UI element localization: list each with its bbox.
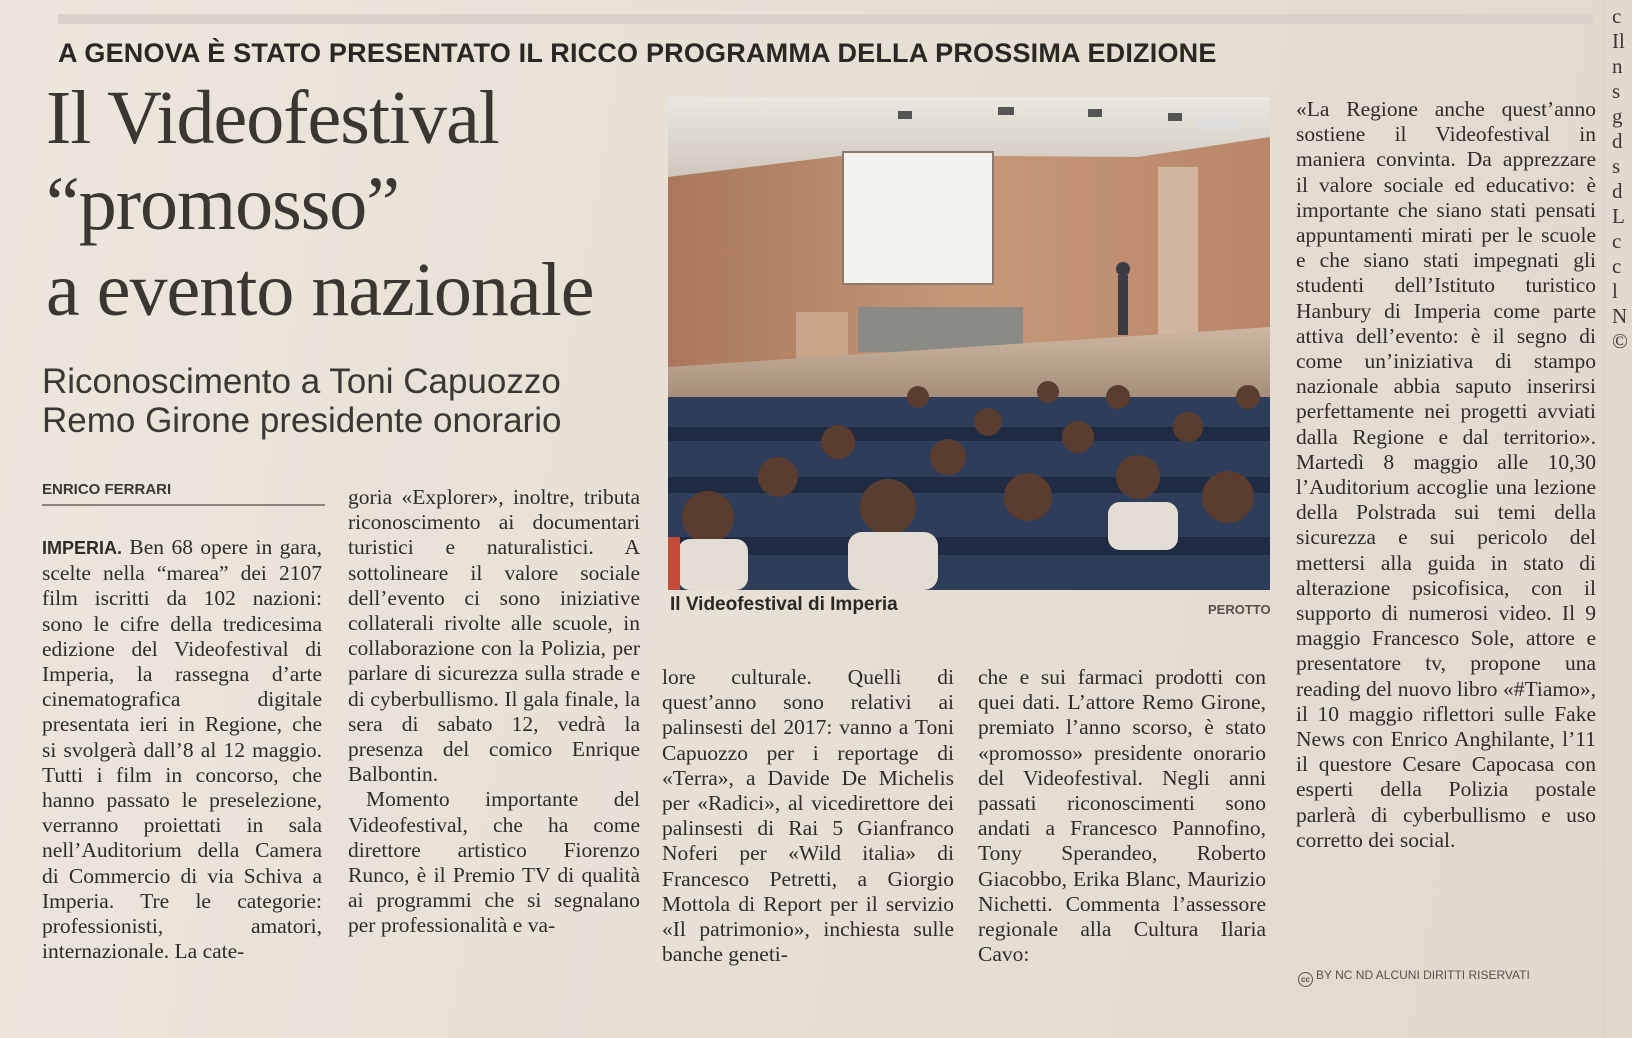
edge-letter: L — [1612, 204, 1625, 228]
article-column-5 — [1296, 97, 1596, 853]
dateline: IMPERIA. — [42, 538, 123, 558]
article-paragraph: lore culturale. Quelli di quest’anno sono relativi ai palinsesti del 2017: vanno a Toni Capuozzo per i reportage di «Terra», a Davide De Michelis per «Radici», al vicedirettore dei palinsesti di Rai 5 Gianfranco Noferi per «Wild italia» di Francesco Petretti, a Giorgio Mottola di Report per il servizio «Il patrimonio», inchiesta sulle banche geneti- — [662, 665, 954, 967]
edge-letter: n — [1612, 54, 1623, 78]
article-paragraph: «La Regione anche quest’anno sostiene il Videofestival in maniera convinta. Da apprezzare il valore sociale ed educativo: è importante che siano stati pensati appuntamenti mirati per le scuole e che siano stati impegnati gli studenti dell’Istituto turistico Hanbury di Imperia come parte attiva dell’evento: è il segno di come un’iniziativa di stampo nazionale abbia saputo inserirsi perfettamente nei progetti avviati dalla Regione e dal territorio». Martedì 8 maggio alle 10,30 l’Auditorium accoglie una lezione della Polstrada sui temi della sicurezza e sui pericolo del mettersi alla guida in stato di alterazione psicofisica, con il supporto di numerosi video. Il 9 maggio Francesco Sole, attore e presentatore tv, propone una reading del nuovo libro «#Tiamo», il 10 maggio riflettori sulle Fake News con Enrico Anghilante, l’11 il questore Cesare Capocasa con esperti della Polizia postale parlerà di cyberbullismo e uso corretto dei social. — [1296, 97, 1596, 852]
headline — [46, 75, 666, 333]
byline: ENRICO FERRARI — [42, 481, 325, 506]
article-column-3 — [662, 665, 954, 967]
edge-letter: c — [1612, 229, 1622, 253]
article-paragraph: Momento importante del Videofestival, che ha come direttore artistico Fiorenzo Runco, è il Premio TV di qualità ai programmi che si segnalano per professionalità e va- — [348, 787, 640, 938]
subheadline-line-2: Remo Girone presidente onorario — [42, 401, 562, 440]
edge-letter: Il — [1612, 29, 1625, 53]
headline-line-1: Il Videofestival — [46, 76, 499, 160]
headline-line-3: a evento nazionale — [46, 248, 594, 332]
article-text: Ben 68 opere in gara, scelte nella “marea” dei 2107 film iscritti da 102 nazioni: sono le cifre della tredicesima edizione del Videofestival di Imperia, la rassegna d’arte cinematografica digitale presentata ieri in Regione, che si svolgerà dall’8 al 12 maggio. Tutti i film in concorso, che hanno passato le preselezione, verranno proiettati in sala nell’Auditorium della Camera di Commercio di via Schiva a Imperia. Tre le categorie: professionisti, amatori, internazionale. La cate- — [42, 535, 322, 964]
photo-credit: PEROTTO — [1208, 602, 1271, 617]
kicker: A GENOVA È STATO PRESENTATO IL RICCO PROGRAMMA DELLA PROSSIMA EDIZIONE — [58, 38, 1217, 68]
license-text: BY NC ND ALCUNI DIRITTI RISERVATI — [1316, 968, 1530, 982]
edge-letter: g — [1612, 104, 1623, 128]
column-gutter — [1602, 0, 1605, 1038]
edge-letter: d — [1612, 129, 1623, 153]
subheadline-line-1: Riconoscimento a Toni Capuozzo — [42, 362, 561, 401]
auditorium-photo — [668, 97, 1270, 590]
auditorium-photo-illustration — [668, 97, 1270, 590]
photo-caption: Il Videofestival di Imperia — [670, 594, 898, 615]
article-paragraph: goria «Explorer», inoltre, tributa riconoscimento ai documentari turistici e naturalistici. A sottolineare il valore sociale dell’evento ci sono iniziative collaterali rivolte alle scuole, in collaborazione con la Polizia, per parlare di sicurezza sulla strade e di cyberbullismo. Il gala finale, la sera di sabato 12, vedrà la presenza del comico Enrique Balbontin. — [348, 485, 640, 787]
subheadline — [42, 362, 662, 440]
edge-letter: c — [1612, 254, 1622, 278]
adjacent-column-edge — [1612, 4, 1632, 354]
article-paragraph: che e sui farmaci prodotti con quei dati. L’attore Remo Girone, premiato l’anno scorso, è stato «promosso» presidente onorario del Videofestival. Negli anni passati riconoscimenti sono andati a Francesco Pannofino, Tony Sperandeo, Roberto Giacobbo, Erika Blanc, Maurizio Nichetti. Commenta l’assessore regionale alla Cultura Ilaria Cavo: — [978, 665, 1266, 967]
top-rule — [58, 14, 1593, 24]
edge-letter: © — [1612, 329, 1628, 353]
article-column-4 — [978, 665, 1266, 967]
edge-letter: c — [1612, 4, 1622, 28]
article-column-2 — [348, 485, 640, 939]
article-paragraph — [42, 535, 322, 964]
edge-letter: s — [1612, 154, 1621, 178]
license-notice — [1298, 968, 1530, 987]
headline-line-2: “promosso” — [46, 162, 400, 246]
edge-letter: d — [1612, 179, 1623, 203]
edge-letter: s — [1612, 79, 1621, 103]
article-column-1 — [42, 535, 322, 964]
edge-letter: N — [1612, 304, 1628, 328]
cc-icon: cc — [1298, 972, 1313, 987]
edge-letter: l — [1612, 279, 1618, 303]
